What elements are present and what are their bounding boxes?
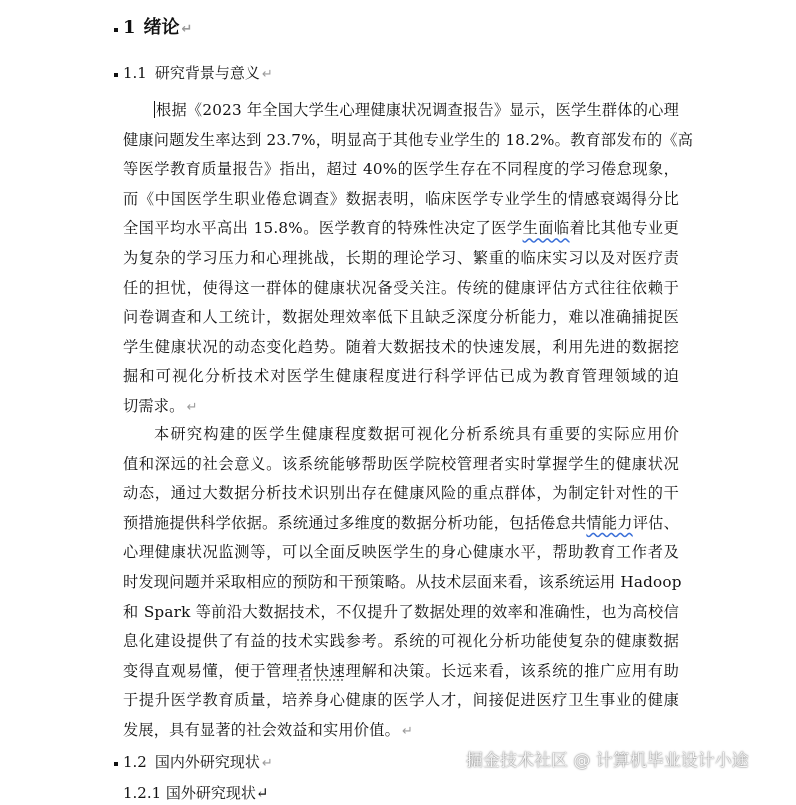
text-segment: 发展，具有显著的社会效益和实用价值。 (123, 720, 400, 739)
text-segment: 理解和决策。长远来看，该系统的推广应用有助 (345, 661, 679, 680)
text-line: 学生健康状况的动态变化趋势。随着大数据技术的快速发展，利用先进的数据挖 (123, 337, 679, 356)
text-cursor (154, 101, 155, 118)
text-line: 掘和可视化分析技术对医学生健康程度进行科学评估已成为教育管理领域的迫 (123, 367, 679, 386)
text-line: 值和深远的社会意义。该系统能够帮助医学院校管理者实时掌握学生的健康状况 (123, 454, 679, 473)
section-number: 1.2 (123, 753, 147, 771)
chapter-heading[interactable] (123, 14, 192, 44)
text-line: 问卷调查和人工统计，数据处理效率低下且缺乏深度分析能力，难以准确捕捉医 (123, 308, 679, 327)
section-heading-1-2[interactable] (123, 750, 273, 776)
text-segment: 着比其他专业更 (569, 219, 679, 238)
text-line: 心理健康状况监测等，可以全面反映医学生的身心健康水平，帮助教育工作者及 (123, 543, 679, 562)
body-paragraph-2[interactable] (123, 420, 682, 746)
text-line: 任的担忧，使得这一群体的健康状况备受关注。传统的健康评估方式往往依赖于 (123, 278, 679, 297)
paragraph-mark: ↵ (261, 756, 273, 771)
section-title: 研究背景与意义 (154, 64, 260, 82)
paragraph-mark: ↵ (261, 67, 273, 82)
chapter-title: 绪论 (143, 17, 180, 38)
grammar-flagged-text[interactable]: 生面临 (522, 219, 570, 238)
text-line-content: 根据《2023 年全国大学生心理健康状况调查报告》显示，医学生群体的心理 (156, 101, 679, 119)
text-line: 和 Spark 等前沿大数据技术，不仅提升了数据处理的效率和准确性，也为高校信 (123, 602, 679, 621)
grammar-flagged-text[interactable]: 者快速 (297, 661, 346, 680)
text-line: 息化建设提供了有益的技术实践参考。系统的可视化分析功能使复杂的健康数据 (123, 632, 679, 651)
text-line: 于提升医学教育质量，培养身心健康的医学人才，间接促进医疗卫生事业的健康 (123, 691, 679, 710)
watermark: 掘金技术社区 @ 计算机毕业设计小途 (466, 751, 749, 771)
heading-bullet (114, 762, 118, 766)
text-line (123, 96, 679, 126)
section-number: 1.1 (123, 64, 147, 82)
paragraph-mark: ↵ (186, 399, 198, 415)
text-line (123, 214, 679, 244)
text-segment: 变得直观易懂，便于管理 (123, 661, 298, 680)
text-segment: 全国平均水平高出 15.8%。医学教育的特殊性决定了医学 (123, 219, 523, 238)
section-heading-1-1[interactable] (123, 61, 273, 87)
text-segment: 评估、 (632, 513, 679, 532)
paragraph-mark: ↵ (401, 723, 414, 739)
text-line: 健康问题发生率达到 23.7%，明显高于其他专业学生的 18.2%。教育部发布的《高 (123, 130, 694, 149)
heading-bullet (114, 73, 118, 77)
text-line (123, 657, 679, 687)
text-line: 本研究构建的医学生健康程度数据可视化分析系统具有重要的实际应用价 (154, 425, 679, 443)
paragraph-mark: ↵ (181, 22, 193, 37)
text-segment: 切需求。 (123, 396, 185, 415)
text-line (123, 716, 679, 746)
section-title: 国内外研究现状 (154, 753, 260, 771)
text-line (123, 392, 679, 422)
text-line (123, 509, 679, 539)
chapter-number: 1 (123, 17, 136, 38)
body-paragraph-1[interactable] (123, 96, 694, 422)
text-line: 而《中国医学生职业倦怠调查》数据表明，临床医学专业学生的情感衰竭得分比 (123, 189, 679, 208)
text-line: 时发现问题并采取相应的预防和干预策略。从技术层面来看，该系统运用 Hadoop (123, 572, 682, 591)
text-line: 动态，通过大数据分析技术识别出存在健康风险的重点群体，为制定针对性的干 (123, 484, 679, 503)
text-segment: 预措施提供科学依据。系统通过多维度的数据分析功能，包括倦怠共 (123, 513, 587, 532)
heading-bullet (114, 28, 118, 32)
text-line: 等医学教育质量报告》指出，超过 40%的医学生存在不同程度的学习倦怠现象， (123, 160, 679, 179)
text-line: 为复杂的学习压力和心理挑战，长期的理论学习、繁重的临床实习以及对医疗责 (123, 248, 679, 267)
subsection-heading-1-2-1[interactable]: 1.2.1 国外研究现状↵ (123, 784, 269, 802)
grammar-flagged-text[interactable]: 情能力 (586, 513, 633, 532)
